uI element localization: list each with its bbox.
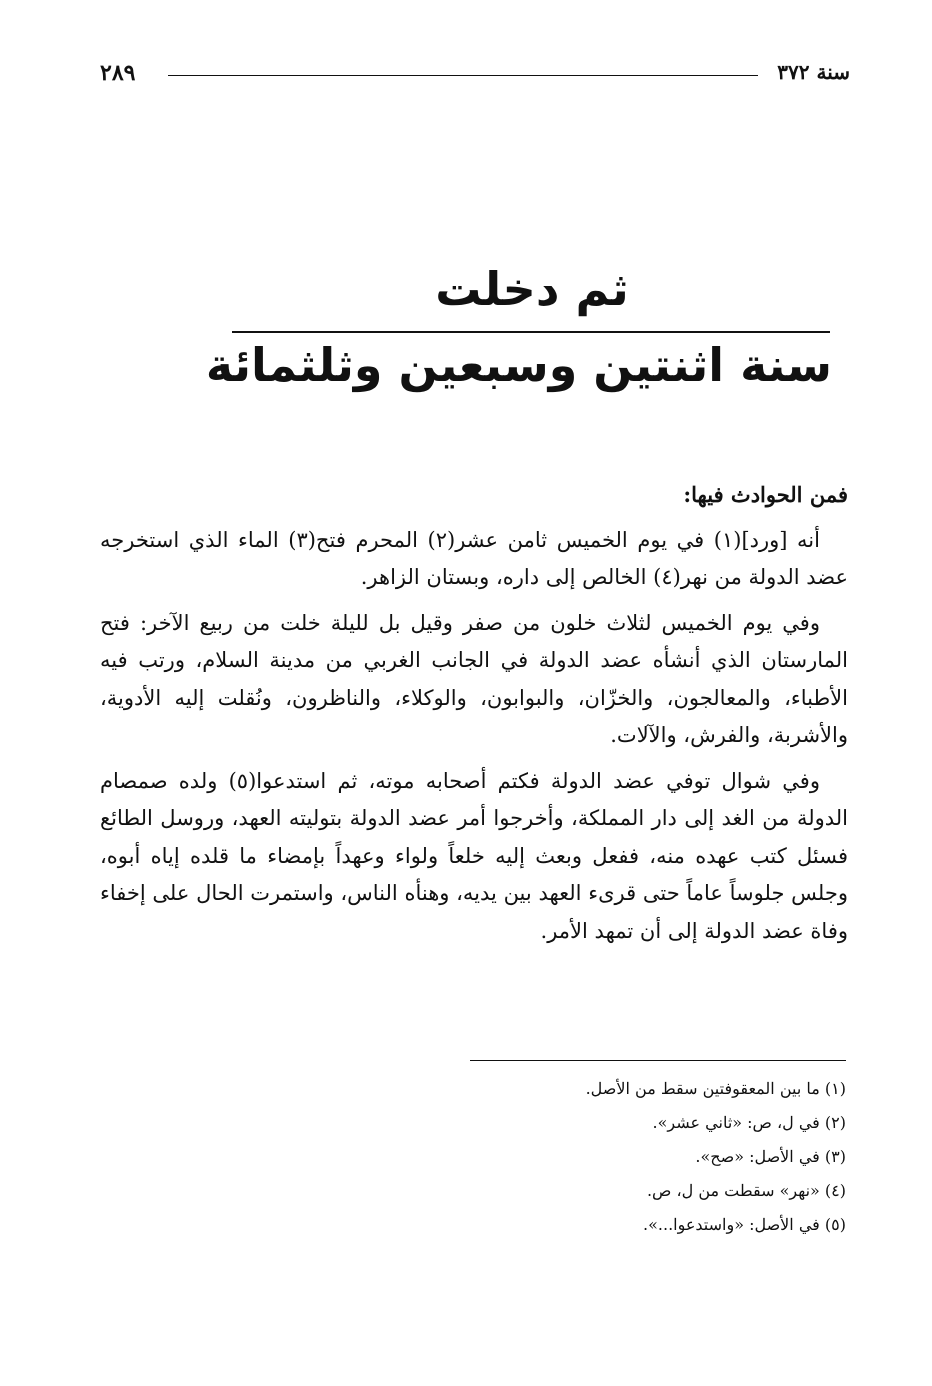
footnote-2: (٢) في ل، ص: «ثاني عشر». <box>652 1113 846 1132</box>
running-header <box>100 58 850 92</box>
chapter-title-line2: سنة اثنتين وسبعين وثلثمائة <box>205 338 832 392</box>
footnote-3: (٣) في الأصل: «صح». <box>695 1147 846 1166</box>
paragraph-1: أنه [ورد](١) في يوم الخميس ثامن عشر(٢) المحرم فتح(٣) الماء الذي استخرجه عضد الدولة من نهر(٤) الخالص إلى داره، وبستان الزاهر. <box>100 527 848 589</box>
footnote-divider <box>470 1060 846 1061</box>
footnote-4: (٤) «نهر» سقطت من ل، ص. <box>646 1181 846 1200</box>
footnote-5: (٥) في الأصل: «واستدعوا...». <box>643 1215 846 1234</box>
paragraph-3: وفي شوال توفي عضد الدولة فكتم أصحابه موته، ثم استدعوا(٥) ولده صمصام الدولة من الغد إلى دار المملكة، وأخرجوا أمر عضد الدولة بتوليته العهد، وروسل الطائع فسئل كتب عهده منه، ففعل وبعث إليه خلعاً ولواء وعهداً بإمضاء ما قلده إياه أبوه، وجلس جلوساً عاماً حتى قرىء العهد بين يديه، وهنأه الناس، واستمرت الحال على إخفاء وفاة عضد الدولة إلى أن تمهد الأمر. <box>100 768 848 943</box>
title-divider <box>232 331 830 333</box>
header-rule <box>168 75 758 76</box>
section-heading: فمن الحوادث فيها: <box>683 482 848 507</box>
header-year: سنة ٣٧٢ <box>777 60 850 84</box>
main-text <box>100 476 848 958</box>
paragraph-2: وفي يوم الخميس لثلاث خلون من صفر وقيل بل لليلة خلت من ربيع الآخر: فتح المارستان الذي أنشأه عضد الدولة في الجانب الغربي من مدينة السلام، ورتب فيه الأطباء، والمعالجون، والخزّان، والبوابون، والوكلاء، والناظرون، ونُقلت إليه الأدوية، والأشربة، والفرش، والآلات. <box>100 610 848 747</box>
page-number: ٢٨٩ <box>100 60 136 86</box>
chapter-title-line1: ثم دخلت <box>435 262 629 316</box>
footnote-1: (١) ما بين المعقوفتين سقط من الأصل. <box>585 1079 846 1098</box>
footnotes <box>246 1072 846 1242</box>
